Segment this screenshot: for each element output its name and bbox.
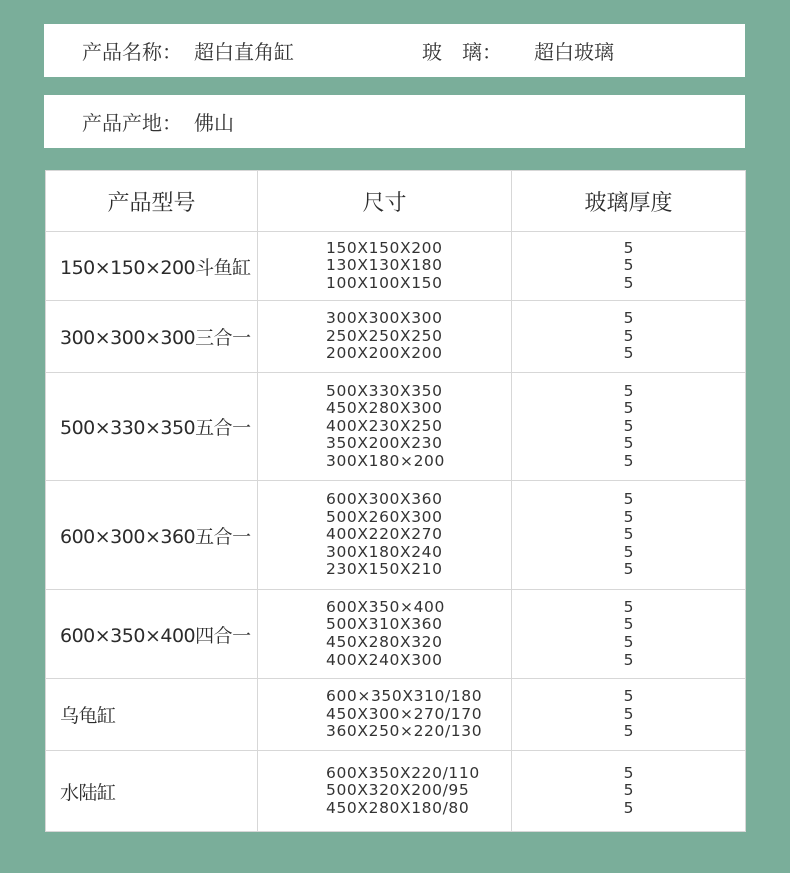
table-row — [46, 373, 746, 481]
thickness-value: 5 — [623, 722, 634, 741]
thickness-value: 5 — [623, 381, 634, 400]
thickness-value: 5 — [623, 525, 634, 544]
table-row — [46, 751, 746, 832]
thickness-value: 5 — [623, 238, 634, 257]
product-name-value: 超白直角缸 — [194, 40, 294, 64]
glass-label: 玻 璃： — [422, 40, 502, 64]
thickness-value: 5 — [623, 597, 634, 616]
thickness-value: 5 — [623, 704, 634, 723]
thickness-value: 5 — [623, 490, 634, 509]
size-value: 500X260X300 — [326, 507, 443, 526]
thickness-value: 5 — [623, 687, 634, 706]
product-name-label: 产品名称： — [82, 40, 182, 64]
origin-info-bar — [44, 95, 745, 148]
thickness-value: 5 — [623, 344, 634, 363]
thickness-value: 5 — [623, 781, 634, 800]
table-row — [46, 232, 746, 301]
thickness-cell — [512, 679, 746, 751]
thickness-value: 5 — [623, 451, 634, 470]
glass-value: 超白玻璃 — [534, 40, 614, 64]
thickness-value: 5 — [623, 650, 634, 669]
size-cell — [258, 679, 512, 751]
size-value: 600X350×400 — [326, 597, 445, 616]
size-value: 250X250X250 — [326, 326, 443, 345]
thickness-cell — [512, 373, 746, 481]
size-value: 200X200X200 — [326, 344, 443, 363]
thickness-cell — [512, 232, 746, 301]
size-value: 400X240X300 — [326, 650, 443, 669]
size-value: 350X200X230 — [326, 434, 443, 453]
size-value: 150X150X200 — [326, 238, 443, 257]
header-thickness: 玻璃厚度 — [512, 171, 746, 232]
model-cell: 300×300×300三合一 — [46, 301, 258, 373]
model-cell: 500×330×350五合一 — [46, 373, 258, 481]
thickness-cell — [512, 751, 746, 832]
thickness-value: 5 — [623, 416, 634, 435]
size-value: 100X100X150 — [326, 273, 443, 292]
size-cell — [258, 373, 512, 481]
table-row — [46, 590, 746, 679]
thickness-cell — [512, 481, 746, 590]
thickness-value: 5 — [623, 256, 634, 275]
thickness-value: 5 — [623, 542, 634, 561]
size-value: 500X330X350 — [326, 381, 443, 400]
thickness-cell — [512, 590, 746, 679]
size-value: 600×350X310/180 — [326, 687, 483, 706]
thickness-value: 5 — [623, 560, 634, 579]
size-value: 600X300X360 — [326, 490, 443, 509]
origin-label: 产品产地： — [82, 111, 182, 135]
size-value: 600X350X220/110 — [326, 763, 480, 782]
table-row — [46, 481, 746, 590]
thickness-value: 5 — [623, 309, 634, 328]
model-cell: 150×150×200斗鱼缸 — [46, 232, 258, 301]
thickness-value: 5 — [623, 615, 634, 634]
thickness-value: 5 — [623, 399, 634, 418]
size-value: 450X280X180/80 — [326, 798, 470, 817]
size-value: 400X230X250 — [326, 416, 443, 435]
table-body — [46, 232, 746, 832]
model-cell: 600×350×400四合一 — [46, 590, 258, 679]
size-value: 300X180X240 — [326, 542, 443, 561]
size-value: 300X300X300 — [326, 309, 443, 328]
size-value: 500X310X360 — [326, 615, 443, 634]
thickness-value: 5 — [623, 507, 634, 526]
size-cell — [258, 481, 512, 590]
thickness-cell — [512, 301, 746, 373]
thickness-value: 5 — [623, 273, 634, 292]
header-model: 产品型号 — [46, 171, 258, 232]
size-value: 450X280X320 — [326, 633, 443, 651]
thickness-value: 5 — [623, 326, 634, 345]
size-value: 230X150X210 — [326, 560, 443, 579]
product-info-bar — [44, 24, 745, 77]
size-cell — [258, 232, 512, 301]
size-value: 450X300×270/170 — [326, 704, 483, 723]
size-value: 360X250×220/130 — [326, 722, 483, 741]
size-cell — [258, 590, 512, 679]
thickness-value: 5 — [623, 798, 634, 817]
size-cell — [258, 301, 512, 373]
model-cell: 乌龟缸 — [46, 679, 258, 751]
table-header-row — [46, 171, 746, 232]
thickness-value: 5 — [623, 434, 634, 453]
model-cell: 水陆缸 — [46, 751, 258, 832]
size-value: 400X220X270 — [326, 525, 443, 544]
size-cell — [258, 751, 512, 832]
model-cell: 600×300×360五合一 — [46, 481, 258, 590]
thickness-value: 5 — [623, 763, 634, 782]
size-value: 450X280X300 — [326, 399, 443, 418]
origin-value: 佛山 — [194, 111, 234, 135]
size-value: 130X130X180 — [326, 256, 443, 275]
table-row — [46, 679, 746, 751]
table-row — [46, 301, 746, 373]
header-size: 尺寸 — [258, 171, 512, 232]
thickness-value: 5 — [623, 633, 634, 651]
size-value: 500X320X200/95 — [326, 781, 470, 800]
size-value: 300X180×200 — [326, 451, 445, 470]
spec-table — [45, 170, 746, 832]
